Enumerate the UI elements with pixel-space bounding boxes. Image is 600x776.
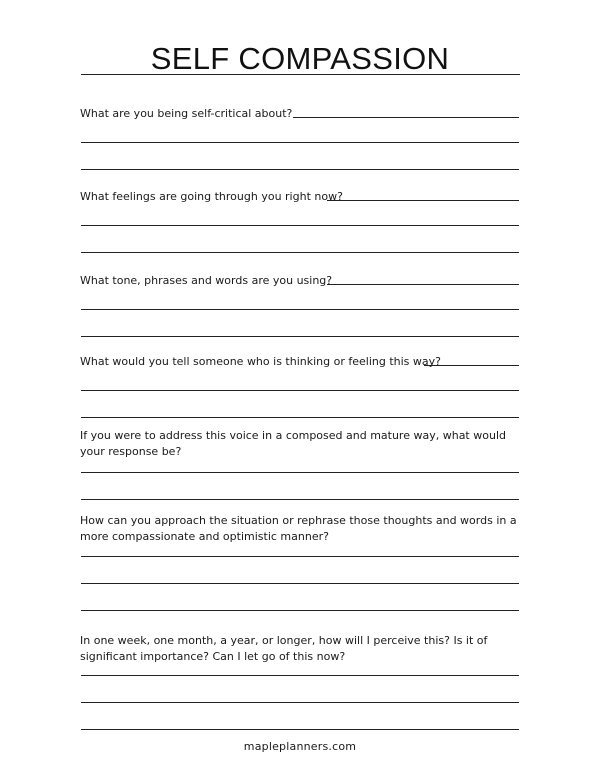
answer-line-2-a[interactable]	[81, 225, 519, 226]
answer-line-1-inline[interactable]	[293, 117, 519, 118]
question-3: What tone, phrases and words are you using?	[80, 274, 333, 287]
answer-line-6-c[interactable]	[81, 610, 519, 611]
answer-line-7-c[interactable]	[81, 729, 519, 730]
footer-website: mapleplanners.com	[243, 740, 357, 753]
answer-line-3-b[interactable]	[81, 336, 519, 337]
page-title: SELF COMPASSION	[150, 41, 450, 76]
question-1: What are you being self-critical about?	[80, 107, 293, 120]
answer-line-6-a[interactable]	[81, 556, 519, 557]
question-2: What feelings are going through you right now?	[80, 190, 343, 203]
answer-line-4-a[interactable]	[81, 390, 519, 391]
answer-line-7-b[interactable]	[81, 702, 519, 703]
title-underline	[81, 74, 520, 75]
answer-line-2-b[interactable]	[81, 252, 519, 253]
question-5: If you were to address this voice in a composed and mature way, what would your response be?	[80, 429, 506, 458]
question-4: What would you tell someone who is thinking or feeling this way?	[80, 355, 441, 368]
answer-line-5-b[interactable]	[81, 499, 519, 500]
answer-line-7-a[interactable]	[81, 675, 519, 676]
answer-line-6-b[interactable]	[81, 583, 519, 584]
answer-line-1-b[interactable]	[81, 169, 519, 170]
answer-line-2-inline[interactable]	[327, 200, 519, 201]
answer-line-1-a[interactable]	[81, 142, 519, 143]
answer-line-4-b[interactable]	[81, 417, 519, 418]
answer-line-3-a[interactable]	[81, 309, 519, 310]
answer-line-3-inline[interactable]	[327, 284, 519, 285]
answer-line-4-inline[interactable]	[424, 365, 519, 366]
question-6: How can you approach the situation or rephrase those thoughts and words in a more compassionate and optimistic manner?	[80, 514, 517, 543]
question-7: In one week, one month, a year, or longer, how will I perceive this? Is it of significant importance? Can I let go of this now?	[80, 634, 488, 663]
answer-line-5-a[interactable]	[81, 472, 519, 473]
